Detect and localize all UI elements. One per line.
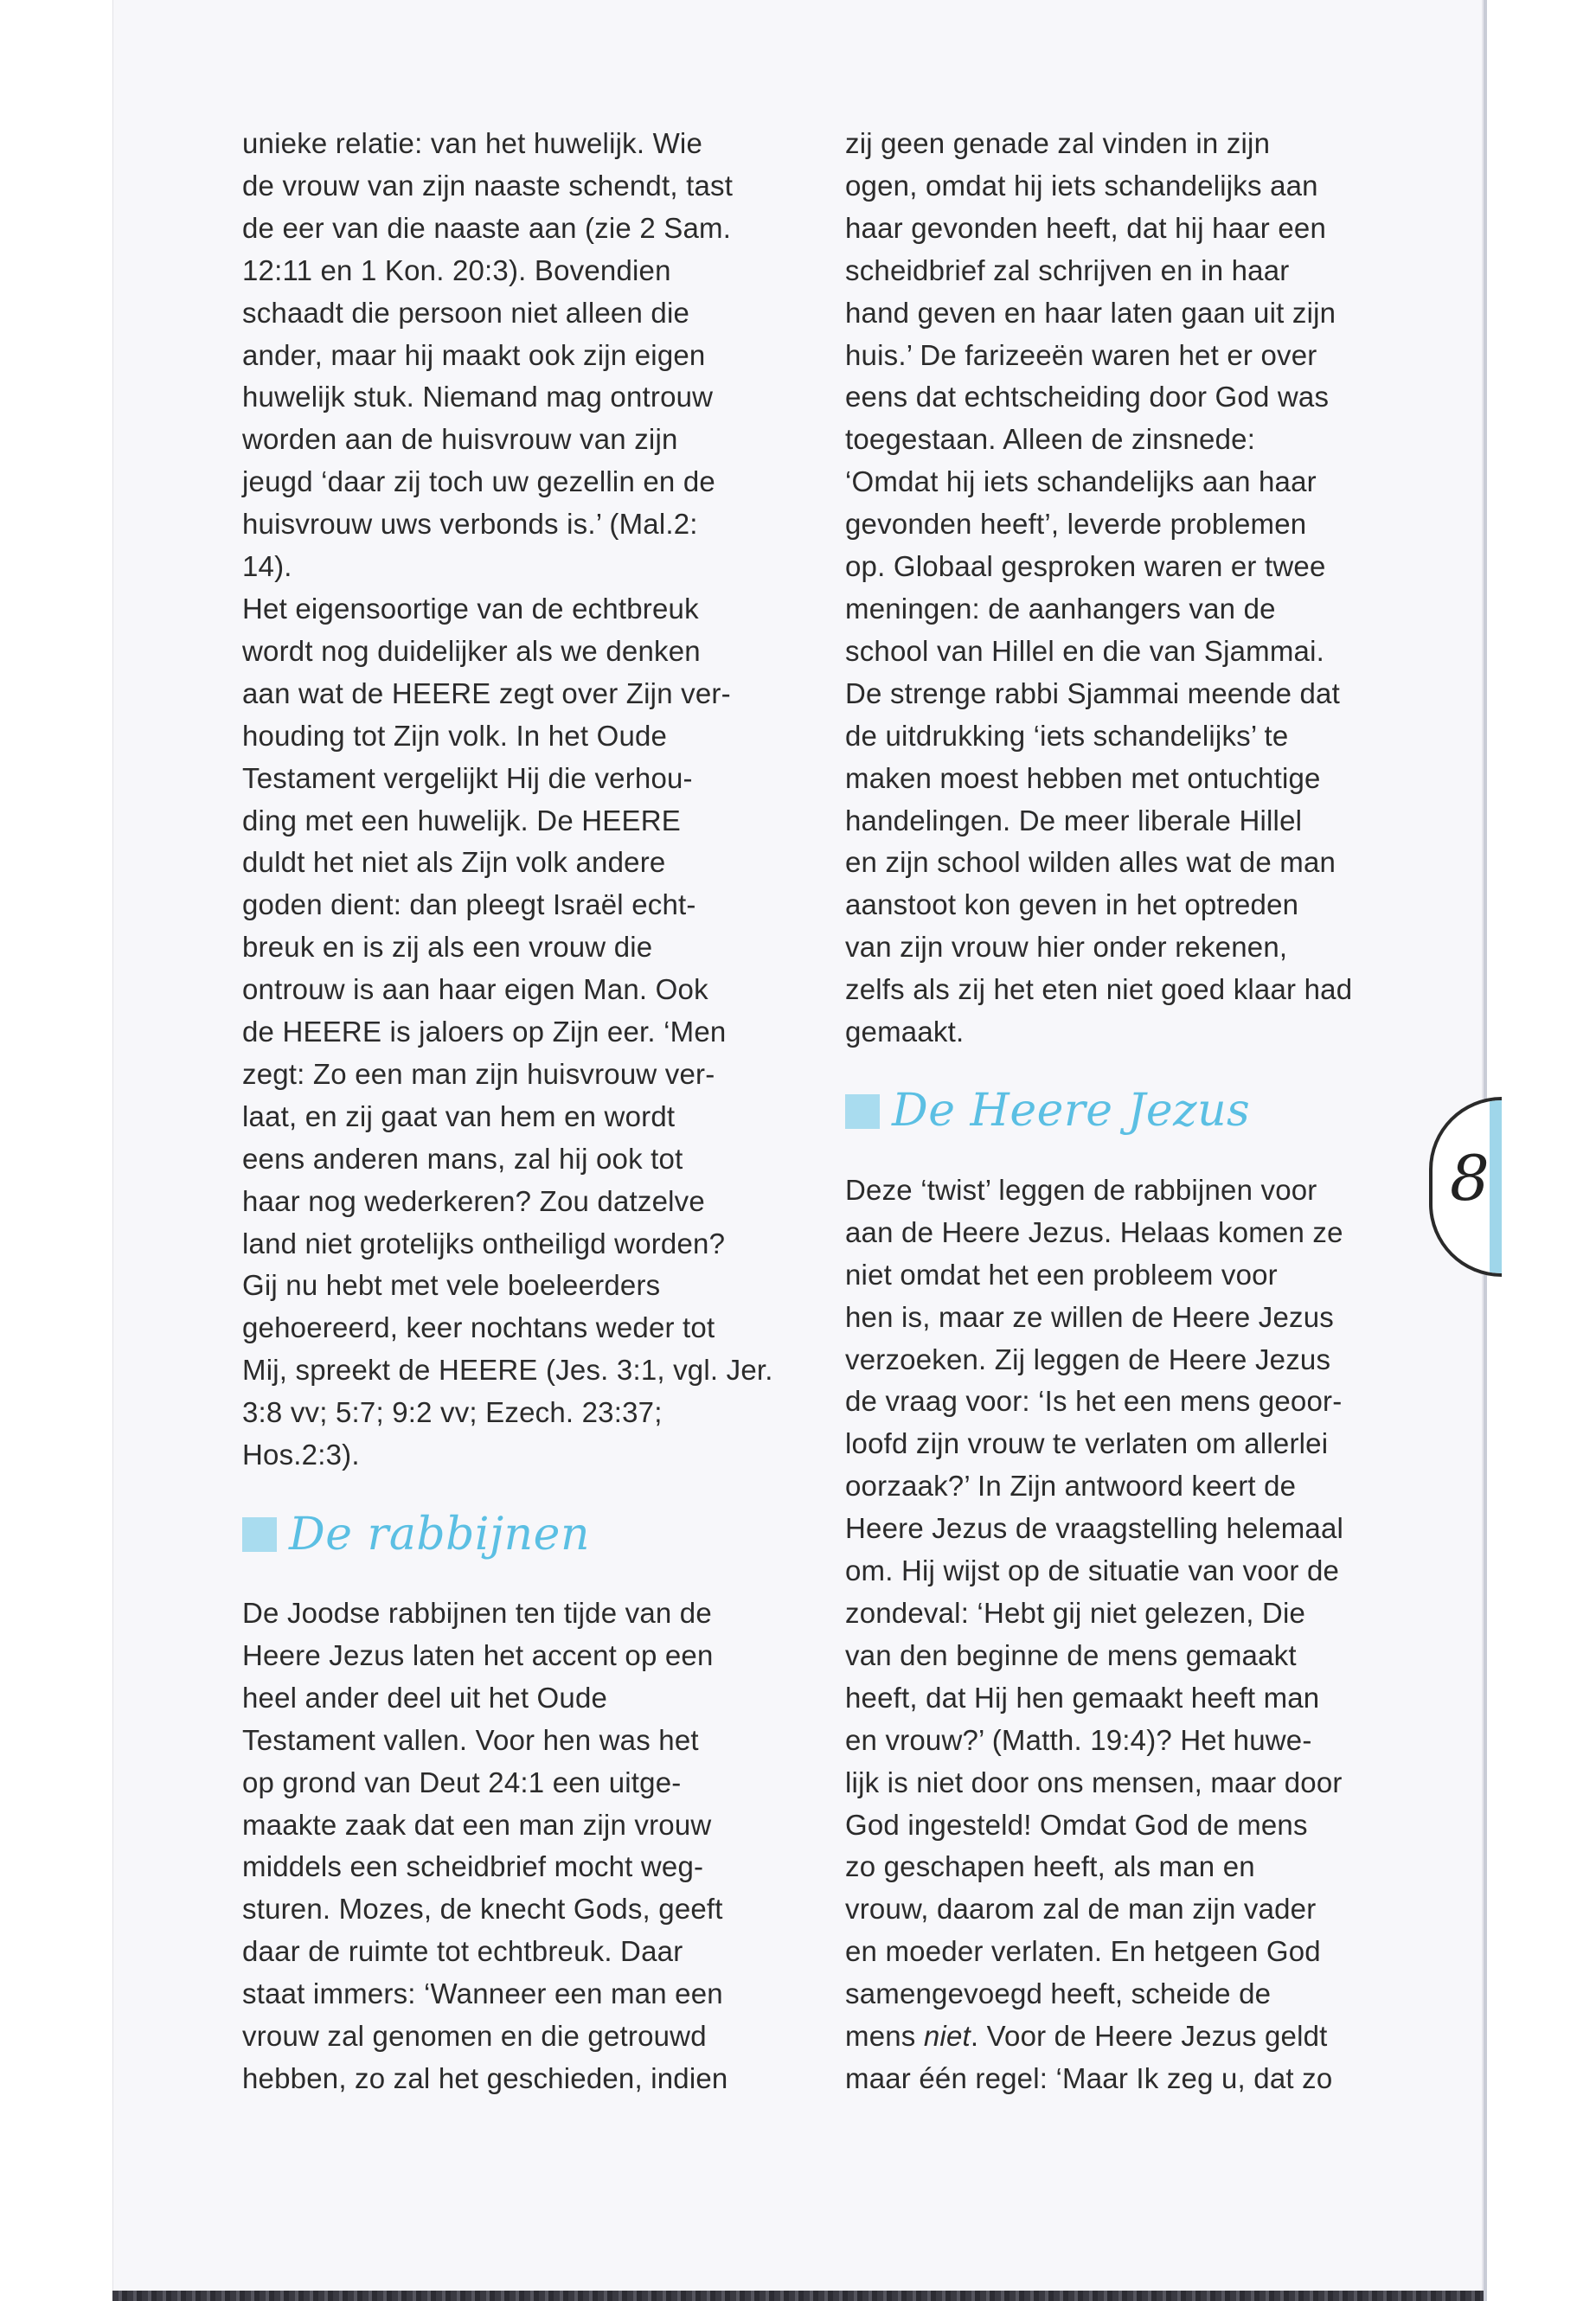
text-line: zondeval: ‘Hebt gij niet gelezen, Die bbox=[845, 1597, 1306, 1629]
text-line: wordt nog duidelijker als we denken bbox=[242, 634, 701, 667]
text-line: de HEERE is jaloers op Zijn eer. ‘Men bbox=[242, 1016, 727, 1048]
text-line: duldt het niet als Zijn volk andere bbox=[242, 846, 666, 879]
emphasis-niet: niet bbox=[923, 2020, 971, 2053]
text-line: Gij nu hebt met vele boeleerders bbox=[242, 1269, 661, 1302]
text-line: op. Globaal gesproken waren er twee bbox=[845, 550, 1326, 583]
text-line: toegestaan. Alleen de zinsnede: bbox=[845, 423, 1256, 456]
text-line: gemaakt. bbox=[845, 1016, 965, 1048]
text-line: God ingesteld! Omdat God de mens bbox=[845, 1808, 1308, 1841]
text-line: schaadt die persoon niet alleen die bbox=[242, 296, 690, 329]
text-line: hen is, maar ze willen de Heere Jezus bbox=[845, 1300, 1334, 1333]
text-line: de uitdrukking ‘iets schandelijks’ te bbox=[845, 719, 1289, 752]
text-line: maar één regel: ‘Maar Ik zeg u, dat zo bbox=[845, 2061, 1333, 2094]
text-line: maakte zaak dat een man zijn vrouw bbox=[242, 1808, 712, 1841]
text-line: samengevoegd heeft, scheide de bbox=[845, 1977, 1272, 2010]
text-line: ding met een huwelijk. De HEERE bbox=[242, 804, 681, 836]
section-heading-de-rabbijnen bbox=[242, 1496, 796, 1574]
text-line: om. Hij wijst op de situatie van voor de bbox=[845, 1554, 1340, 1587]
text-line: niet omdat het een probleem voor bbox=[845, 1258, 1278, 1291]
text-line: handelingen. De meer liberale Hillel bbox=[845, 804, 1303, 836]
text-line: Het eigensoortige van de echtbreuk bbox=[242, 592, 699, 625]
text-line: 3:8 vv; 5:7; 9:2 vv; Ezech. 23:37; bbox=[242, 1396, 663, 1429]
text-line: heeft, dat Hij hen gemaakt heeft man bbox=[845, 1681, 1320, 1714]
text-line: zij geen genade zal vinden in zijn bbox=[845, 127, 1271, 159]
text-line: de vraag voor: ‘Is het een mens geoor- bbox=[845, 1385, 1343, 1418]
text-line: huwelijk stuk. Niemand mag ontrouw bbox=[242, 381, 714, 413]
text-line: vrouw, daarom zal de man zijn vader bbox=[845, 1893, 1317, 1926]
text-line: De Joodse rabbijnen ten tijde van de bbox=[242, 1597, 712, 1629]
text-line: maken moest hebben met ontuchtige bbox=[845, 761, 1321, 794]
text-line: heel ander deel uit het Oude bbox=[242, 1681, 608, 1714]
heading-square-icon bbox=[845, 1094, 880, 1129]
text-line: Testament vergelijkt Hij die verhou- bbox=[242, 761, 693, 794]
text-line: Heere Jezus de vraagstelling helemaal bbox=[845, 1512, 1344, 1545]
right-paragraph-block-1 bbox=[845, 123, 1399, 1054]
text-line: goden dient: dan pleegt Israël echt- bbox=[242, 888, 696, 921]
text-line: middels een scheidbrief mocht weg- bbox=[242, 1850, 704, 1883]
text-line: staat immers: ‘Wanneer een man een bbox=[242, 1977, 723, 2010]
text-line: Hos.2:3). bbox=[242, 1439, 360, 1471]
text-line: ander, maar hij maakt ook zijn eigen bbox=[242, 338, 706, 371]
text-line: gevonden heeft’, leverde problemen bbox=[845, 508, 1307, 541]
text-line: land niet grotelijks ontheiligd worden? bbox=[242, 1227, 726, 1259]
text-line: de eer van die naaste aan (zie 2 Sam. bbox=[242, 211, 732, 244]
chapter-tab-bar bbox=[1490, 1100, 1502, 1273]
text-line: unieke relatie: van het huwelijk. Wie bbox=[242, 127, 702, 159]
text-line: worden aan de huisvrouw van zijn bbox=[242, 423, 678, 456]
right-column bbox=[845, 123, 1399, 2100]
text-line: mens niet. Voor de Heere Jezus geldt bbox=[845, 2020, 1328, 2053]
text-line: lijk is niet door ons mensen, maar door bbox=[845, 1766, 1343, 1798]
text-line: jeugd ‘daar zij toch uw gezellin en de bbox=[242, 465, 715, 498]
text-line: 12:11 en 1 Kon. 20:3). Bovendien bbox=[242, 253, 671, 286]
text-line: van zijn vrouw hier onder rekenen, bbox=[845, 931, 1288, 964]
text-line: hand geven en haar laten gaan uit zijn bbox=[845, 296, 1336, 329]
left-paragraph-block-1 bbox=[242, 123, 796, 1477]
text-line: vrouw zal genomen en die getrouwd bbox=[242, 2020, 707, 2053]
text-line: huis.’ De farizeeën waren het er over bbox=[845, 338, 1317, 371]
chapter-number: 8 bbox=[1450, 1142, 1490, 1215]
scanner-bottom-edge bbox=[112, 2291, 1484, 2301]
text-line: oorzaak?’ In Zijn antwoord keert de bbox=[845, 1470, 1297, 1503]
text-line: huisvrouw uws verbonds is.’ (Mal.2: bbox=[242, 508, 698, 541]
text-line: eens anderen mans, zal hij ook tot bbox=[242, 1142, 683, 1175]
text-line: scheidbrief zal schrijven en in haar bbox=[845, 253, 1290, 286]
text-line: haar gevonden heeft, dat hij haar een bbox=[845, 211, 1326, 244]
text-line: school van Hillel en die van Sjammai. bbox=[845, 634, 1324, 667]
text-line: hebben, zo zal het geschieden, indien bbox=[242, 2061, 728, 2094]
left-column bbox=[242, 123, 796, 2100]
section-heading-de-heere-jezus bbox=[845, 1073, 1399, 1150]
text-line: zelfs als zij het eten niet goed klaar had bbox=[845, 973, 1353, 1006]
text-line: ogen, omdat hij iets schandelijks aan bbox=[845, 169, 1318, 202]
text-line: meningen: de aanhangers van de bbox=[845, 592, 1276, 625]
text-line: loofd zijn vrouw te verlaten om allerlei bbox=[845, 1427, 1329, 1460]
heading-square-icon bbox=[242, 1517, 277, 1552]
text-line: haar nog wederkeren? Zou datzelve bbox=[242, 1184, 705, 1217]
text-line: en zijn school wilden alles wat de man bbox=[845, 846, 1336, 879]
text-line: daar de ruimte tot echtbreuk. Daar bbox=[242, 1935, 683, 1968]
text-line: Testament vallen. Voor hen was het bbox=[242, 1723, 699, 1756]
heading-text: De rabbijnen bbox=[289, 1508, 590, 1561]
heading-text: De Heere Jezus bbox=[892, 1085, 1251, 1138]
text-line: aan wat de HEERE zegt over Zijn ver- bbox=[242, 676, 731, 709]
text-line: verzoeken. Zij leggen de Heere Jezus bbox=[845, 1343, 1331, 1375]
text-line: zo geschapen heeft, als man en bbox=[845, 1850, 1255, 1883]
text-line: houding tot Zijn volk. In het Oude bbox=[242, 719, 668, 752]
text-line: ontrouw is aan haar eigen Man. Ook bbox=[242, 973, 708, 1006]
text-line: van den beginne de mens gemaakt bbox=[845, 1638, 1297, 1671]
text-line: breuk en is zij als een vrouw die bbox=[242, 931, 653, 964]
right-paragraph-block-2 bbox=[845, 1170, 1399, 2016]
text-line: en vrouw?’ (Matth. 19:4)? Het huwe- bbox=[845, 1723, 1312, 1756]
text-line: De strenge rabbi Sjammai meende dat bbox=[845, 676, 1340, 709]
text-line: Heere Jezus laten het accent op een bbox=[242, 1638, 714, 1671]
left-paragraph-block-2 bbox=[242, 1593, 796, 2100]
text-line: op grond van Deut 24:1 een uitge- bbox=[242, 1766, 682, 1798]
text-line: aan de Heere Jezus. Helaas komen ze bbox=[845, 1215, 1343, 1248]
text-line: sturen. Mozes, de knecht Gods, geeft bbox=[242, 1893, 723, 1926]
text-line: gehoereerd, keer nochtans weder tot bbox=[242, 1311, 715, 1344]
text-line: 14). bbox=[242, 550, 292, 583]
text-line: Deze ‘twist’ leggen de rabbijnen voor bbox=[845, 1173, 1317, 1206]
text-line: Mij, spreekt de HEERE (Jes. 3:1, vgl. Jer. bbox=[242, 1354, 773, 1387]
text-line: zegt: Zo een man zijn huisvrouw ver- bbox=[242, 1057, 715, 1090]
text-line: ‘Omdat hij iets schandelijks aan haar bbox=[845, 465, 1317, 498]
text-line: de vrouw van zijn naaste schendt, tast bbox=[242, 169, 734, 202]
text-line: laat, en zij gaat van hem en wordt bbox=[242, 1099, 676, 1132]
text-line: en moeder verlaten. En hetgeen God bbox=[845, 1935, 1321, 1968]
text-line: aanstoot kon geven in het optreden bbox=[845, 888, 1299, 921]
text-line: eens dat echtscheiding door God was bbox=[845, 381, 1330, 413]
